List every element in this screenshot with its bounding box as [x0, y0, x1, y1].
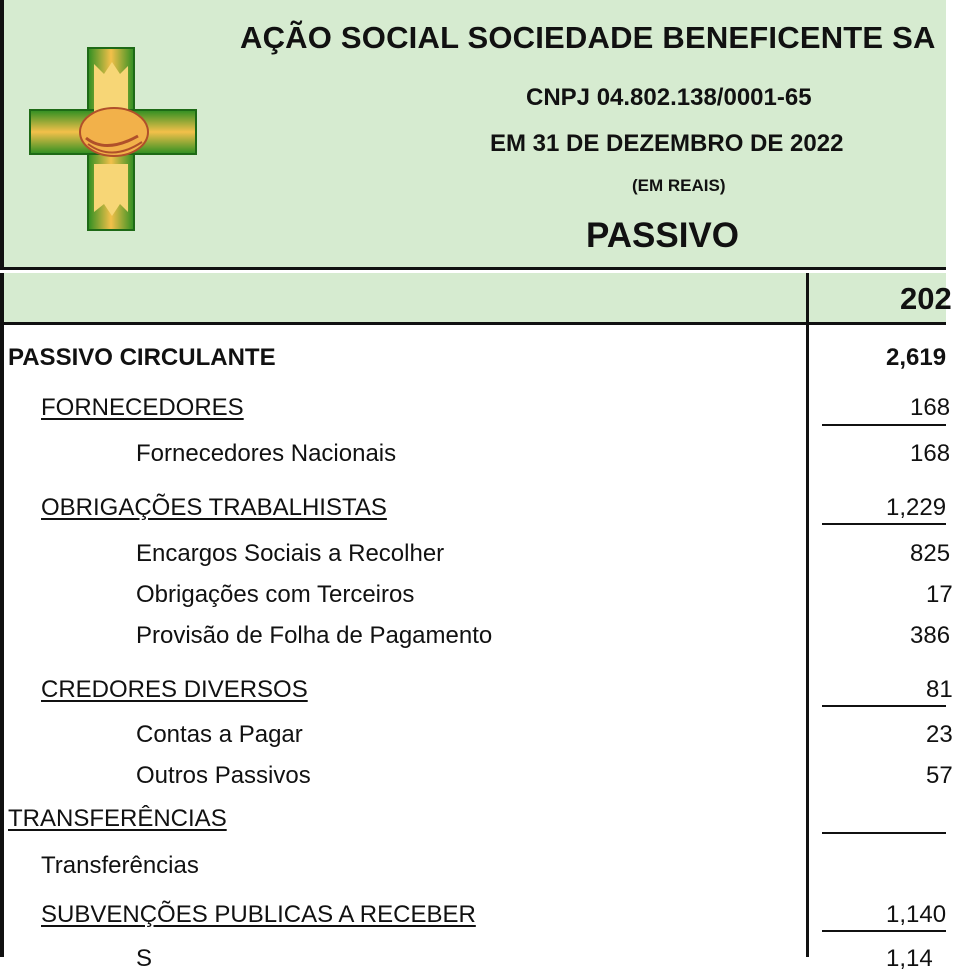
row-subvencoes-detail-value: 1,14	[886, 945, 933, 972]
row-passivo-circulante-label: PASSIVO CIRCULANTE	[8, 344, 276, 371]
column-header	[0, 273, 952, 325]
currency-units: (EM REAIS)	[632, 176, 726, 195]
row-fornecedores-value: 168	[910, 394, 951, 421]
organization-name: AÇÃO SOCIAL SOCIEDADE BENEFICENTE SA	[240, 20, 936, 55]
cnpj-number: CNPJ 04.802.138/0001-65	[526, 84, 812, 111]
row-subvencoes-detail-label: S	[136, 945, 153, 972]
row-encargos-sociais-value: 825	[910, 540, 951, 567]
row-outros-passivos-label: Outros Passivos	[136, 762, 311, 789]
row-credores-diversos-value: 81	[926, 676, 953, 703]
row-subvencoes-value: 1,140	[886, 901, 947, 928]
row-fornecedores-label: FORNECEDORES	[41, 394, 244, 421]
row-contas-a-pagar-label: Contas a Pagar	[136, 721, 303, 748]
column-divider	[806, 273, 809, 957]
year-column-header: 202	[900, 281, 952, 316]
left-border	[0, 273, 4, 957]
section-title: PASSIVO	[586, 216, 740, 255]
row-obrigacoes-trabalhistas-value: 1,229	[886, 494, 947, 521]
row-contas-a-pagar-value: 23	[926, 721, 953, 748]
row-passivo-circulante-value: 2,619	[886, 344, 947, 371]
row-obrigacoes-terceiros-label: Obrigações com Terceiros	[136, 581, 415, 608]
subtotal-underline	[822, 832, 946, 834]
subtotal-underline	[822, 705, 946, 707]
row-obrigacoes-trabalhistas-label: OBRIGAÇÕES TRABALHISTAS	[41, 494, 387, 521]
saude-cross-logo	[26, 44, 202, 234]
row-provisao-folha-value: 386	[910, 622, 951, 649]
row-fornecedores-nacionais-label: Fornecedores Nacionais	[136, 440, 397, 467]
row-outros-passivos-value: 57	[926, 762, 953, 789]
subtotal-underline	[822, 930, 946, 932]
row-transferencias-label: Transferências	[41, 852, 199, 879]
row-provisao-folha-label: Provisão de Folha de Pagamento	[136, 622, 493, 649]
row-obrigacoes-terceiros-value: 17	[926, 581, 953, 608]
subtotal-underline	[822, 523, 946, 525]
subtotal-underline	[822, 424, 946, 426]
row-transferencias-header-label: TRANSFERÊNCIAS	[8, 805, 227, 832]
row-fornecedores-nacionais-value: 168	[910, 440, 951, 467]
row-encargos-sociais-label: Encargos Sociais a Recolher	[136, 540, 445, 567]
row-credores-diversos-label: CREDORES DIVERSOS	[41, 676, 308, 703]
row-subvencoes-label: SUBVENÇÕES PUBLICAS A RECEBER	[41, 901, 476, 928]
report-header	[0, 0, 946, 270]
report-date: EM 31 DE DEZEMBRO DE 2022	[490, 130, 844, 157]
